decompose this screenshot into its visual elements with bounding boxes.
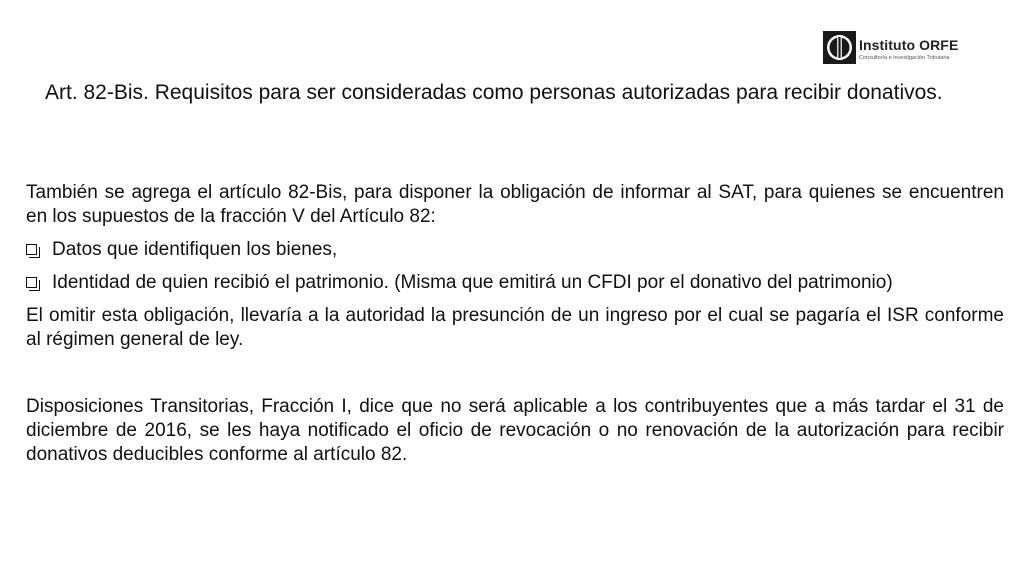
paragraph-spacer — [26, 361, 1004, 395]
bullet-text: Identidad de quien recibió el patrimonio. (Misma que emitirá un CFDI por el donativo del patrimonio) — [52, 272, 893, 293]
checkbox-bullet-icon — [26, 242, 41, 257]
transitory-paragraph: Disposiciones Transitorias, Fracción I, dice que no será aplicable a los contribuyentes que a más tardar el 31 de diciembre de 2016, se les haya notificado el oficio de revocación o no renovación de la autorización para recibir donativos deducibles conforme al artículo 82. — [26, 396, 1004, 465]
bullet-item — [26, 238, 1004, 262]
intro-paragraph: También se agrega el artículo 82-Bis, para disponer la obligación de informar al SAT, para quienes se encuentren en los supuestos de la fracción V del Artículo 82: — [26, 182, 1004, 227]
checkbox-bullet-icon — [26, 275, 41, 290]
logo-tagline: Consultoría e investigación Tributaria — [859, 55, 950, 61]
slide-body — [26, 181, 1004, 476]
bullet-text: Datos que identifiquen los bienes, — [52, 239, 338, 260]
slide-heading: Art. 82-Bis. Requisitos para ser consideradas como personas autorizadas para recibir donativos. — [45, 81, 943, 104]
bullet-item — [26, 271, 1004, 295]
logo-title: Instituto ORFE — [859, 37, 959, 53]
institute-logo — [823, 31, 993, 67]
consequence-paragraph: El omitir esta obligación, llevaría a la autoridad la presunción de un ingreso por el cual se pagaría el ISR conforme al régimen general de ley. — [26, 305, 1004, 350]
orfe-logo-icon — [823, 31, 856, 64]
